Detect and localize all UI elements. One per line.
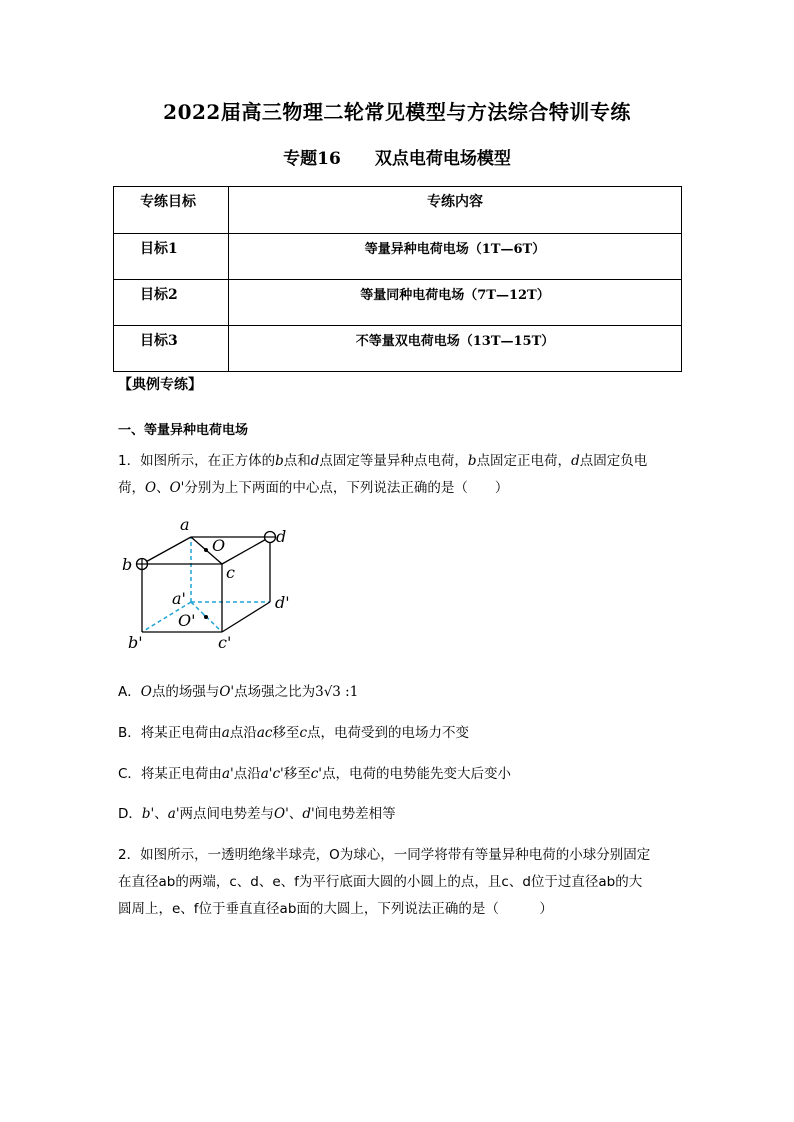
text: 点固定正电荷， <box>476 453 572 469</box>
table-row <box>114 280 682 326</box>
positive-charge-icon <box>137 559 148 570</box>
text: 点沿 <box>233 766 261 782</box>
var: a' <box>167 806 180 822</box>
label-a-prime: a' <box>172 589 186 608</box>
section-label: 【典例专练】 <box>118 377 202 393</box>
label-d: d <box>276 527 287 546</box>
text: 移至 <box>272 725 300 741</box>
question-number: 1． <box>118 453 141 469</box>
text: 、 <box>154 806 168 822</box>
var: c <box>299 725 307 741</box>
label-c-prime: c' <box>218 633 232 652</box>
text: A． <box>118 684 141 700</box>
topic-name: 双点电荷电场模型 <box>374 149 511 169</box>
text: 、 <box>156 480 170 496</box>
label-O: O <box>212 536 226 555</box>
var: O' <box>169 480 185 496</box>
label-d-prime: d' <box>275 593 290 612</box>
option-b <box>118 721 469 741</box>
var: d' <box>302 806 315 822</box>
content-cell: 等量同种电荷电场（7T—12T） <box>229 280 682 326</box>
var: d <box>571 453 580 469</box>
edge <box>222 537 270 564</box>
ratio: 3√3 :1 <box>315 684 359 700</box>
var: O' <box>274 806 289 822</box>
var: ac <box>256 725 273 741</box>
var: b <box>467 453 477 469</box>
text: 点的场强与 <box>151 684 220 700</box>
text: 点沿 <box>229 725 257 741</box>
text: B．将某正电荷由 <box>118 725 222 741</box>
table-row <box>114 234 682 280</box>
content-cell: 等量异种电荷电场（1T—6T） <box>229 234 682 280</box>
label-c: c <box>226 563 235 582</box>
text: 间电势差相等 <box>314 806 396 822</box>
question-1-text <box>118 448 688 502</box>
text: 移至 <box>283 766 311 782</box>
text: 点，电荷的电势能先变大后变小 <box>322 766 512 782</box>
text-line: 2．如图所示，一透明绝缘半球壳，O为球心，一同学将带有等量异种电荷的小球分别固定 <box>118 847 651 863</box>
col-header-target: 专练目标 <box>114 187 229 234</box>
table-row <box>114 326 682 372</box>
table-header-row <box>114 187 682 234</box>
var: a <box>221 725 230 741</box>
text: 荷， <box>118 480 145 496</box>
text: 点和 <box>283 453 311 469</box>
edge <box>222 602 270 632</box>
topic-number: 专题16 <box>283 149 341 169</box>
var: O <box>140 684 152 700</box>
text: 点固定等量异种点电荷， <box>319 453 468 469</box>
center-point-O <box>204 548 208 552</box>
topic-heading <box>0 144 794 169</box>
col-header-content: 专练内容 <box>229 187 682 234</box>
target-cell: 目标3 <box>114 326 229 372</box>
var: O <box>145 480 157 496</box>
cube-figure <box>118 512 308 652</box>
text: 点场强之比为 <box>234 684 316 700</box>
option-c <box>118 762 511 782</box>
label-b-prime: b' <box>128 633 143 652</box>
var: d <box>310 453 320 469</box>
text: C．将某正电荷由 <box>118 766 222 782</box>
label-a: a <box>180 515 190 534</box>
goals-table <box>113 186 682 372</box>
text-line: 在直径ab的两端，c、d、e、f为平行底面大圆的小圆上的点，且c、d位于过直径ab的大 <box>118 874 643 890</box>
text-line: 圆周上，e、f位于垂直直径ab面的大圆上，下列说法正确的是（ ） <box>118 901 553 917</box>
text: 分别为上下两面的中心点，下列说法正确的是（ ） <box>184 480 509 496</box>
label-O-prime: O' <box>178 611 196 630</box>
edge <box>142 537 191 564</box>
var: a'c' <box>260 766 284 782</box>
target-cell: 目标2 <box>114 280 229 326</box>
content-cell: 不等量双电荷电场（13T—15T） <box>229 326 682 372</box>
text: 点固定负电 <box>579 453 648 469</box>
var: O' <box>219 684 235 700</box>
target-cell: 目标1 <box>114 234 229 280</box>
text: 两点间电势差与 <box>179 806 275 822</box>
section-title: 一、等量异种电荷电场 <box>118 423 249 438</box>
text: 点，电荷受到的电场力不变 <box>307 725 469 741</box>
center-point-O-prime <box>204 615 208 619</box>
label-b: b <box>122 555 133 574</box>
option-a <box>118 680 358 700</box>
text: D． <box>118 806 142 822</box>
question-2-text <box>118 842 688 923</box>
text: 、 <box>288 806 303 822</box>
document-title: 2022届高三物理二轮常见模型与方法综合特训专练 <box>163 100 631 124</box>
var: c' <box>310 766 323 782</box>
text: 如图所示，在正方体的 <box>140 453 276 469</box>
var: a' <box>221 766 234 782</box>
negative-charge-icon <box>265 532 276 543</box>
var: b <box>275 453 284 469</box>
var: b' <box>141 806 155 822</box>
option-d <box>118 802 396 822</box>
